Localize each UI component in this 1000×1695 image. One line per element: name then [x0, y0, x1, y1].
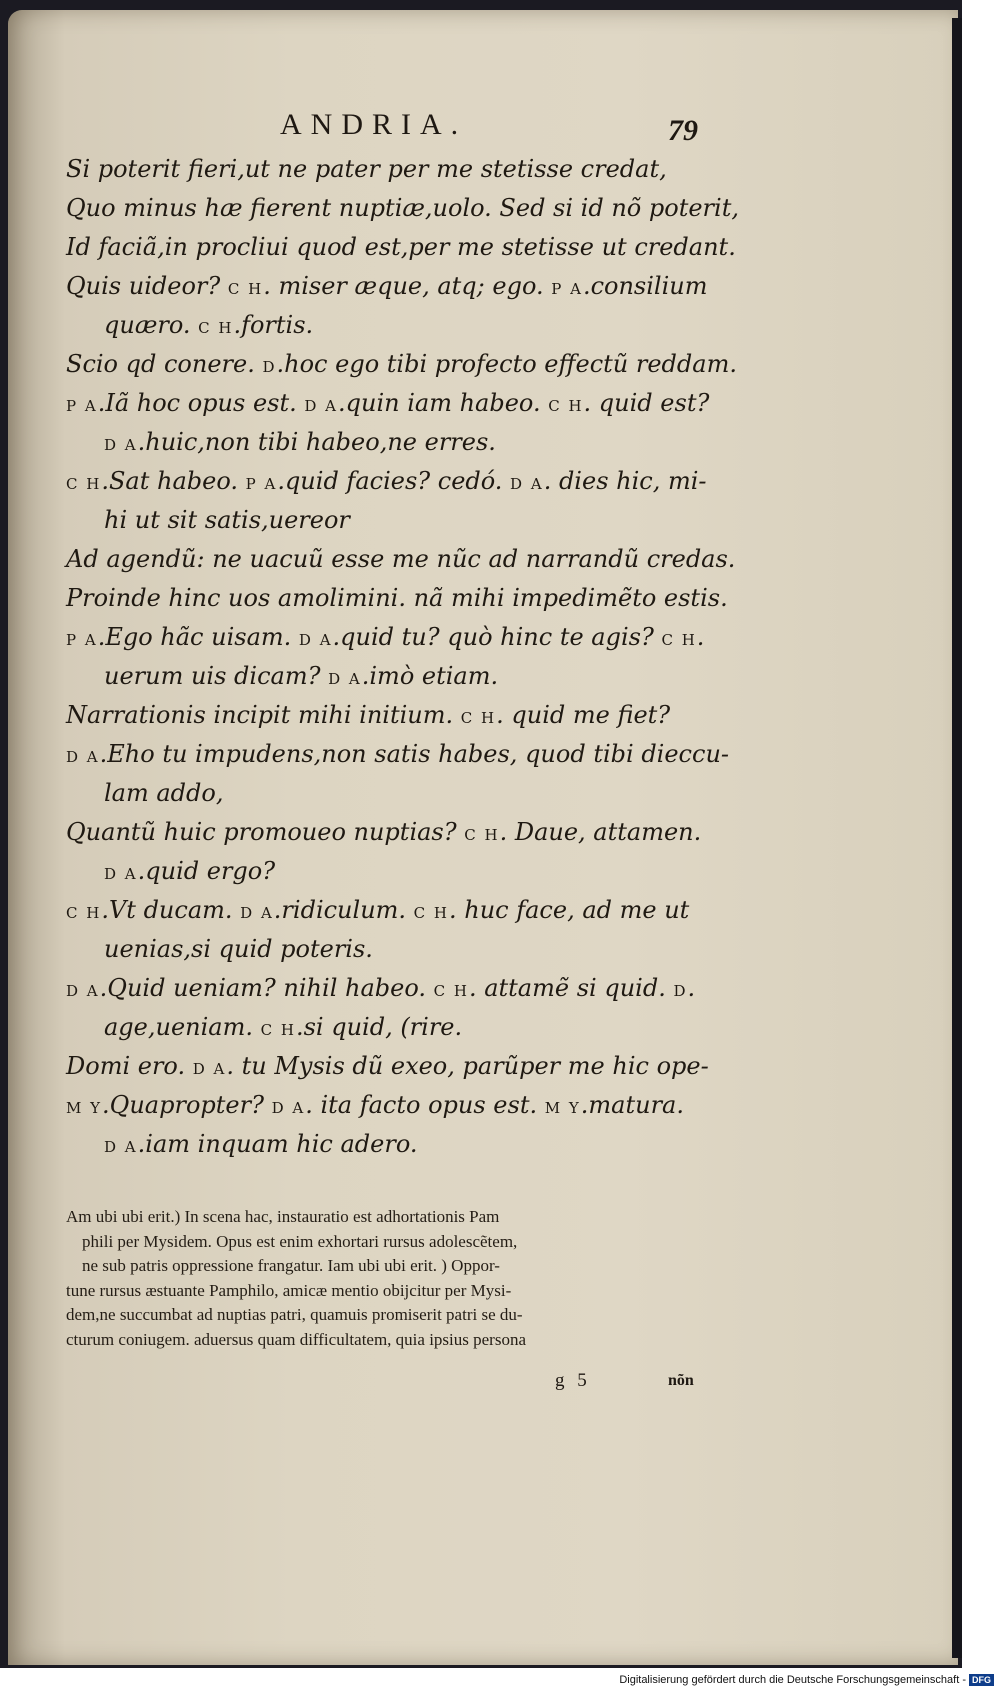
verse-segment: uerum uis dicam? — [104, 662, 329, 690]
speaker-abbreviation: D — [262, 358, 277, 376]
speaker-abbreviation: P A — [66, 631, 98, 649]
verse-line — [66, 813, 716, 852]
speaker-abbreviation: C H — [413, 904, 449, 922]
verse-line — [66, 540, 736, 579]
verse-line — [66, 618, 716, 657]
verse-line — [66, 267, 716, 306]
verse-segment: .ridiculum. — [273, 896, 414, 924]
verse-segment: .Ego hãc uisam. — [97, 623, 299, 651]
commentary-line: phili per Mysidem. Opus est enim exhortari rursus adolescẽtem, — [82, 1231, 518, 1251]
verse-segment: uenias,si quid poteris. — [104, 935, 373, 963]
verse-line — [66, 1047, 716, 1086]
verse-segment: .matura. — [580, 1091, 684, 1119]
speaker-abbreviation: M Y — [544, 1099, 581, 1117]
verse-line — [66, 462, 716, 501]
speaker-abbreviation: P A — [245, 475, 278, 493]
verse-line — [66, 384, 716, 423]
verse-line — [66, 930, 716, 969]
speaker-abbreviation: D A — [510, 475, 544, 493]
verse-line — [66, 306, 716, 345]
speaker-abbreviation: C H — [661, 631, 697, 649]
verse-segment: .Eho tu impudens,non satis habes, quod tibi dieccu- — [99, 740, 730, 768]
speaker-abbreviation: D A — [104, 436, 138, 454]
speaker-abbreviation: C H — [464, 826, 500, 844]
verse-segment: .consilium — [582, 272, 708, 300]
verse-segment: hi ut sit satis,uereor — [104, 506, 350, 534]
verse-line — [66, 657, 716, 696]
verse-segment: . Daue, attamen. — [499, 818, 702, 846]
speaker-abbreviation: C H — [198, 319, 234, 337]
verse-segment: lam addo, — [104, 779, 224, 807]
verse-segment: . — [687, 974, 696, 1002]
verse-line — [66, 1008, 716, 1047]
verse-segment: age,ueniam. — [104, 1013, 261, 1041]
verse-segment: .Quid ueniam? nihil habeo. — [99, 974, 434, 1002]
verse-segment: Proinde hinc uos amolimini. nã mihi impedimẽto estis. — [66, 584, 728, 612]
verse-segment: Quantũ huic promoueo nuptias? — [66, 818, 465, 846]
commentary-line: tune rursus æstuante Pamphilo, amicæ mentio obijcitur per Mysi- — [66, 1280, 512, 1300]
speaker-abbreviation: P A — [66, 397, 98, 415]
verse-line — [66, 150, 716, 189]
verse-line — [66, 423, 716, 462]
speaker-abbreviation: C H — [260, 1021, 296, 1039]
speaker-abbreviation: C H — [66, 904, 102, 922]
verse-segment: . quid est? — [583, 389, 710, 417]
verse-segment: .quid facies? cedó. — [277, 467, 511, 495]
speaker-abbreviation: D A — [104, 865, 138, 883]
verse-segment: Ad agendũ: ne uacuũ esse me nũc ad narrandũ credas. — [66, 545, 736, 573]
verse-segment: Id faciã,in procliui quod est,per me stetisse ut credant. — [66, 233, 736, 261]
verse-segment: Domi ero. — [66, 1052, 193, 1080]
catchword: nõn — [668, 1372, 694, 1389]
speaker-abbreviation: D A — [192, 1060, 227, 1078]
digitization-credit — [619, 1674, 994, 1686]
verse-segment: Scio qd conere. — [66, 350, 263, 378]
verse-line — [66, 228, 736, 267]
commentary-line: dem,ne succumbat ad nuptias patri, quamuis promiserit patri se du- — [66, 1305, 523, 1324]
verse-segment: .imò etiam. — [361, 662, 499, 690]
speaker-abbreviation: C H — [548, 397, 584, 415]
verse-segment: . tu Mysis dũ exeo, parũper me hic ope- — [226, 1052, 709, 1080]
verse-line — [66, 501, 716, 540]
verse-segment: .quid ergo? — [137, 857, 276, 885]
verse-segment: .quid tu? quò hinc te agis? — [332, 623, 662, 651]
commentary-block — [66, 1205, 712, 1352]
verse-segment: Quo minus hæ fierent nuptiæ,uolo. Sed si id nõ poterit, — [66, 194, 739, 222]
verse-text-block — [66, 150, 739, 1164]
speaker-abbreviation: C H — [460, 709, 497, 727]
verse-segment: .huic,non tibi habeo,ne erres. — [137, 428, 496, 456]
verse-segment: . dies hic, mi- — [543, 467, 707, 495]
speaker-abbreviation: D A — [304, 397, 339, 415]
verse-line — [66, 1125, 716, 1164]
commentary-line: ne sub patris oppressione frangatur. Iam ubi ubi erit. ) Oppor- — [82, 1256, 500, 1275]
verse-line — [66, 579, 728, 618]
running-head: ANDRIA. — [280, 108, 468, 141]
verse-segment: .iam inquam hic adero. — [137, 1130, 418, 1158]
verse-line — [66, 345, 737, 384]
verse-line — [66, 696, 716, 735]
dfg-logo: DFG — [969, 1674, 994, 1686]
verse-segment: .Quapropter? — [102, 1091, 272, 1119]
verse-segment: . — [696, 623, 705, 651]
verse-segment: .si quid, (rire. — [295, 1013, 463, 1041]
verse-line — [66, 891, 716, 930]
page-edge-shadow — [952, 18, 962, 1658]
signature-mark: g 5 — [555, 1370, 591, 1391]
speaker-abbreviation: D A — [328, 670, 362, 688]
verse-line — [66, 852, 716, 891]
verse-line — [66, 1086, 716, 1125]
commentary-line: cturum coniugem. aduersus quam difficultatem, quia ipsius persona — [66, 1329, 526, 1349]
speaker-abbreviation: P A — [551, 280, 583, 298]
speaker-abbreviation: D A — [104, 1138, 138, 1156]
verse-segment: .Sat habeo. — [101, 467, 246, 495]
speaker-abbreviation: D A — [66, 748, 100, 766]
commentary-line: Am ubi ubi erit.) In scena hac, instauratio est adhortationis Pam — [66, 1207, 500, 1226]
verse-line — [66, 969, 716, 1008]
verse-segment: . quid me fiet? — [496, 701, 671, 729]
verse-segment: . attamẽ si quid. — [468, 974, 674, 1002]
speaker-abbreviation: D A — [66, 982, 100, 1000]
speaker-abbreviation: C H — [227, 280, 264, 298]
speaker-abbreviation: D A — [298, 631, 333, 649]
speaker-abbreviation: D A — [271, 1099, 306, 1117]
verse-segment: Quis uideor? — [66, 272, 228, 300]
verse-line — [66, 735, 730, 774]
verse-segment: .Vt ducam. — [101, 896, 241, 924]
speaker-abbreviation: D — [673, 982, 688, 1000]
verse-segment: .Iã hoc opus est. — [97, 389, 305, 417]
page-number: 79 — [668, 114, 698, 147]
verse-segment: quæro. — [104, 311, 199, 339]
verse-segment: Si poterit fieri,ut ne pater per me stetisse credat, — [66, 155, 667, 183]
verse-segment: .hoc ego tibi profecto effectũ reddam. — [276, 350, 737, 378]
verse-segment: . miser æque, atq; ego. — [263, 272, 552, 300]
verse-segment: Narrationis incipit mihi initium. — [66, 701, 461, 729]
speaker-abbreviation: M Y — [66, 1099, 103, 1117]
verse-segment: .fortis. — [233, 311, 314, 339]
verse-line — [66, 774, 716, 813]
verse-line — [66, 189, 739, 228]
credit-text: Digitalisierung gefördert durch die Deutsche Forschungsgemeinschaft - — [619, 1674, 966, 1686]
speaker-abbreviation: C H — [433, 982, 469, 1000]
verse-segment: .quin iam habeo. — [338, 389, 549, 417]
verse-segment: . huc face, ad me ut — [449, 896, 690, 924]
verse-segment: . ita facto opus est. — [305, 1091, 545, 1119]
speaker-abbreviation: D A — [240, 904, 274, 922]
speaker-abbreviation: C H — [66, 475, 102, 493]
